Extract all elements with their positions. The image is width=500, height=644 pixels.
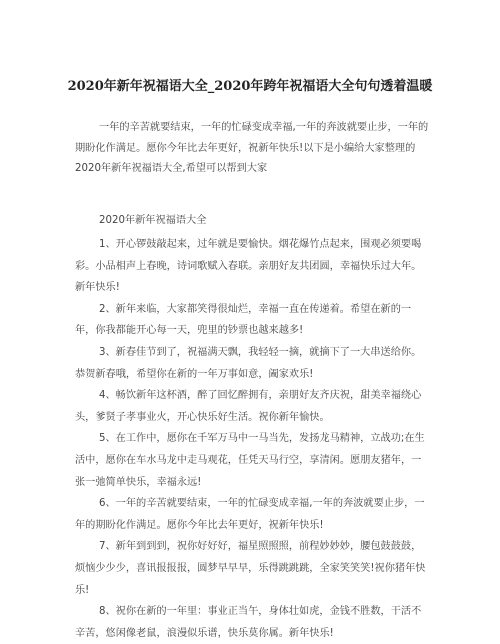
article-body — [75, 211, 430, 644]
blessing-paragraph-1: 1、开心锣鼓敲起来，过年就是要愉快。烟花爆竹点起来，围观必须要喝彩。小品相声上春晚，诗词歌赋入春联。亲朋好友共团圆，幸福快乐过大年。新年快乐! — [75, 239, 422, 294]
article-title: 2020年新年祝福语大全_2020年跨年祝福语大全句句透着温暖 — [67, 79, 433, 94]
blessing-paragraph-5: 5、在工作中，愿你在千军万马中一马当先，发扬龙马精神，立战功;在生活中，愿你在车水马龙中走马观花，任凭天马行空，享清闲。愿朋友猪年，一张一弛简单快乐，幸福永远! — [75, 433, 425, 488]
blessing-paragraph-7: 7、新年到到到，祝你好好好，福星照照照，前程妙妙妙，腰包鼓鼓鼓，烦恼少少少，喜讯报报报，圆梦早早早，乐得跳跳跳，全家笑笑笑!祝你猪年快乐! — [75, 541, 426, 596]
blessing-paragraph-8: 8、祝你在新的一年里：事业正当午，身体壮如虎，金钱不胜数，干活不辛苦，悠闲像老鼠，浪漫似乐谱，快乐莫你属。新年快乐! — [75, 606, 422, 639]
blessing-paragraph-4: 4、畅饮新年这杯酒，醉了回忆醉拥有，亲朋好友齐庆祝，甜美幸福绕心头，爹贤子孝事业火，开心快乐好生活。祝你新年愉快。 — [75, 390, 422, 423]
blessing-paragraph-2: 2、新年来临，大家都笑得很灿烂，幸福一直在传递着。希望在新的一年，你我都能开心每一天，兜里的钞票也越来越多! — [75, 303, 412, 337]
blessing-paragraph-3: 3、新春佳节到了，祝福满天飘，我轻轻一摘，就摘下了一大串送给你。恭贺新春哦，希望你在新的一年万事如意，阖家欢乐! — [75, 346, 422, 380]
article-intro: 一年的辛苦就要结束，一年的忙碌变成幸福,一年的奔波就要止步，一年的期盼化作满足。愿你今年比去年更好，祝新年快乐!以下是小编给大家整理的2020年新年祝福语大全,希望可以帮到大家 — [75, 122, 429, 174]
section-heading: 2020年新年祝福语大全 — [99, 215, 207, 226]
blessing-paragraph-6: 6、一年的辛苦就要结束，一年的忙碌变成幸福,一年的奔波就要止步，一年的期盼化作满足。愿你今年比去年更好，祝新年快乐! — [75, 498, 425, 531]
